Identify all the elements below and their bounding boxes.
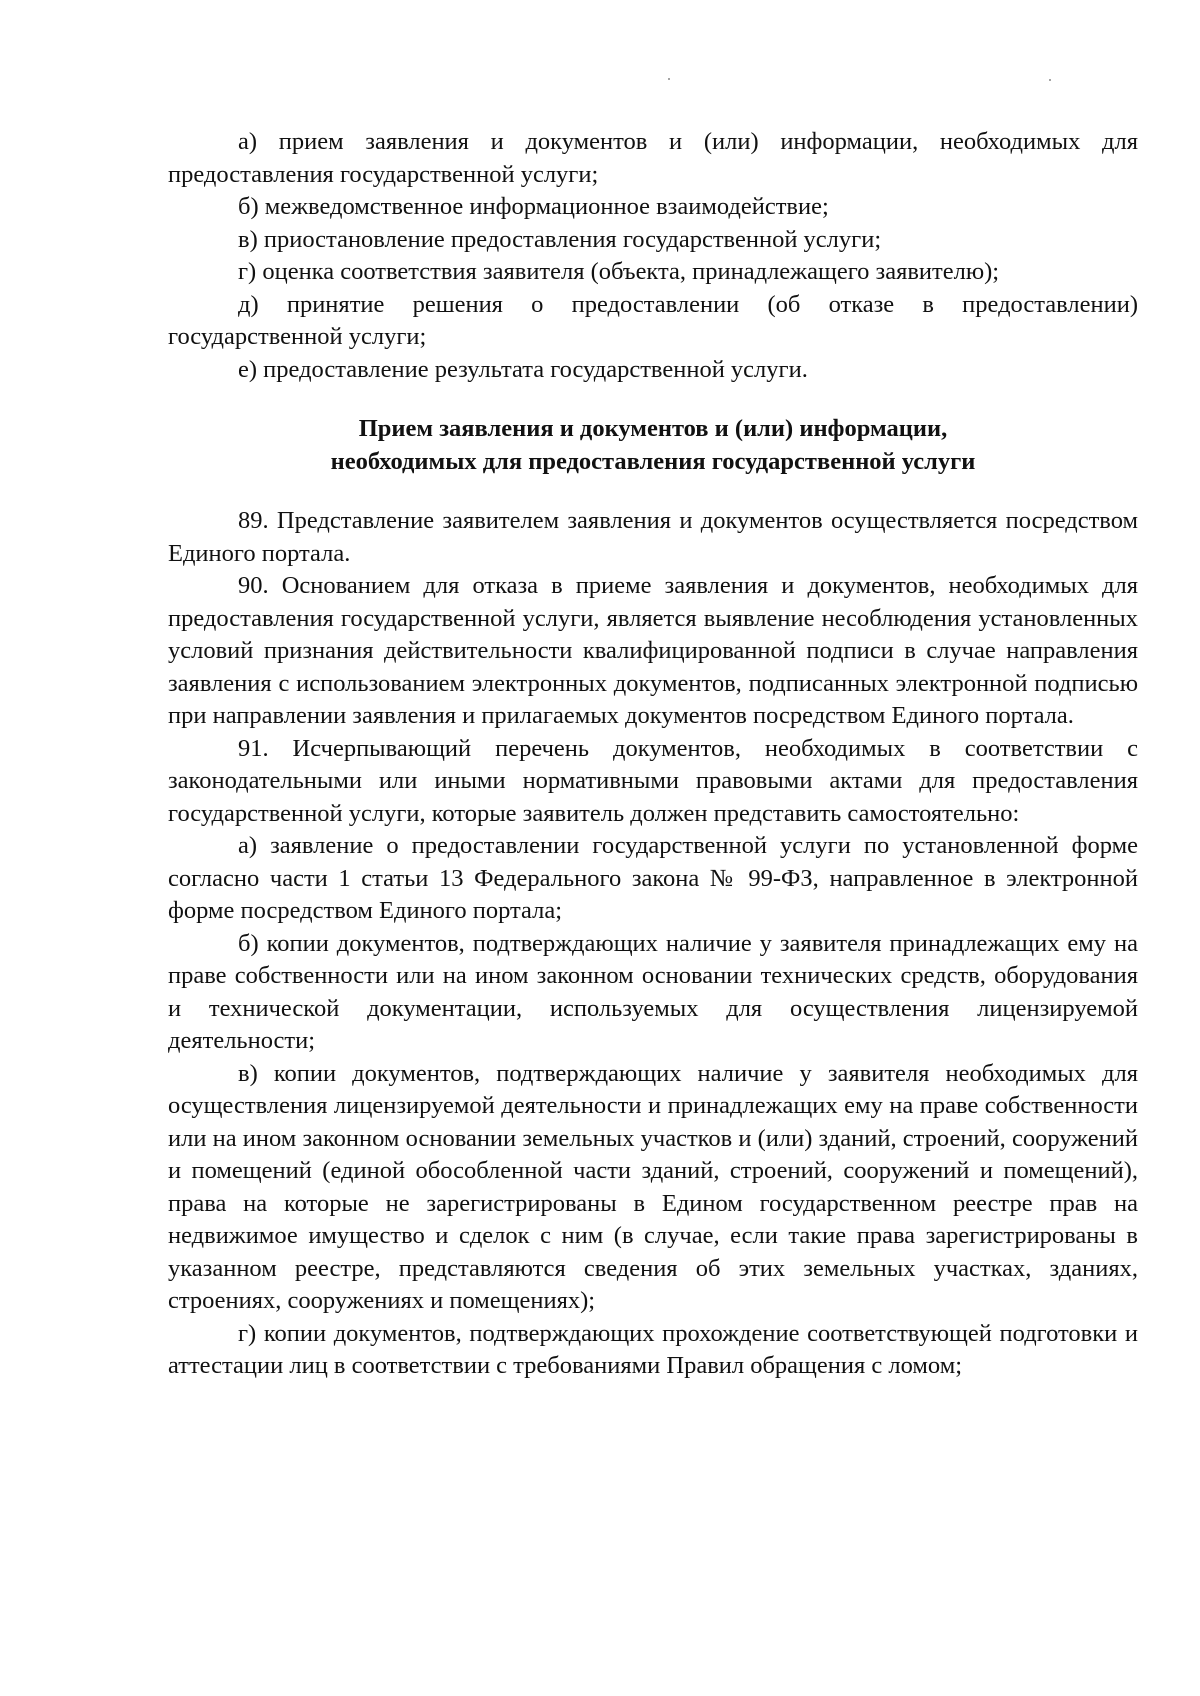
- document-body: [168, 126, 1138, 1383]
- section-heading-line-2: необходимых для предоставления государственной услуги: [330, 447, 976, 475]
- scan-artifact: [1049, 79, 1051, 81]
- scan-artifact: [668, 78, 670, 80]
- section-heading: [168, 386, 1138, 505]
- paragraph-91-b: б) копии документов, подтверждающих наличие у заявителя принадлежащих ему на праве собственности или на ином законном основании технических средств, оборудования и технической документации, используемых для осуществления лицензируемой деятельности;: [168, 929, 1138, 1054]
- paragraph-89: 89. Представление заявителем заявления и документов осуществляется посредством Единого портала.: [168, 507, 1138, 567]
- list-item-b: б) межведомственное информационное взаимодействие;: [238, 193, 829, 220]
- list-item-v: в) приостановление предоставления государственной услуги;: [238, 225, 882, 253]
- list-item-d: д) принятие решения о предоставлении (об отказе в предоставлении) государственной услуги;: [168, 290, 1138, 350]
- paragraph-90: 90. Основанием для отказа в приеме заявления и документов, необходимых для предоставления государственной услуги, является выявление несоблюдения установленных условий признания действительности квалифицированной подписи в случае направления заявления с использованием электронных документов, подписанных электронной подписью при направлении заявления и прилагаемых документов посредством Единого портала.: [168, 572, 1138, 729]
- paragraph-91: 91. Исчерпывающий перечень документов, необходимых в соответствии с законодательными или иными нормативными правовыми актами для предоставления государственной услуги, которые заявитель должен представить самостоятельно:: [168, 734, 1138, 827]
- paragraph-91-a: а) заявление о предоставлении государственной услуги по установленной форме согласно части 1 статьи 13 Федерального закона № 99-ФЗ, направленное в электронной форме посредством Единого портала;: [168, 832, 1138, 924]
- list-item-g: г) оценка соответствия заявителя (объекта, принадлежащего заявителю);: [238, 258, 1000, 285]
- paragraph-91-g: г) копии документов, подтверждающих прохождение соответствующей подготовки и аттестации лиц в соответствии с требованиями Правил обращения с ломом;: [168, 1319, 1138, 1379]
- section-heading-line-1: Прием заявления и документов и (или) информации,: [358, 415, 948, 442]
- list-item-e: е) предоставление результата государственной услуги.: [238, 355, 808, 383]
- list-item-a: а) прием заявления и документов и (или) информации, необходимых для предоставления государственной услуги;: [168, 128, 1138, 188]
- paragraph-91-v: в) копии документов, подтверждающих наличие у заявителя необходимых для осуществления лицензируемой деятельности и принадлежащих ему на праве собственности или на ином законном основании земельных участков и (или) зданий, строений, сооружений и помещений (единой обособленной части зданий, строений, сооружений и помещений), права на которые не зарегистрированы в Едином государственном реестре прав на недвижимое имущество и сделок с ним (в случае, если такие права зарегистрированы в указанном реестре, представляются сведения об этих земельных участках, зданиях, строениях, сооружениях и помещениях);: [168, 1059, 1138, 1314]
